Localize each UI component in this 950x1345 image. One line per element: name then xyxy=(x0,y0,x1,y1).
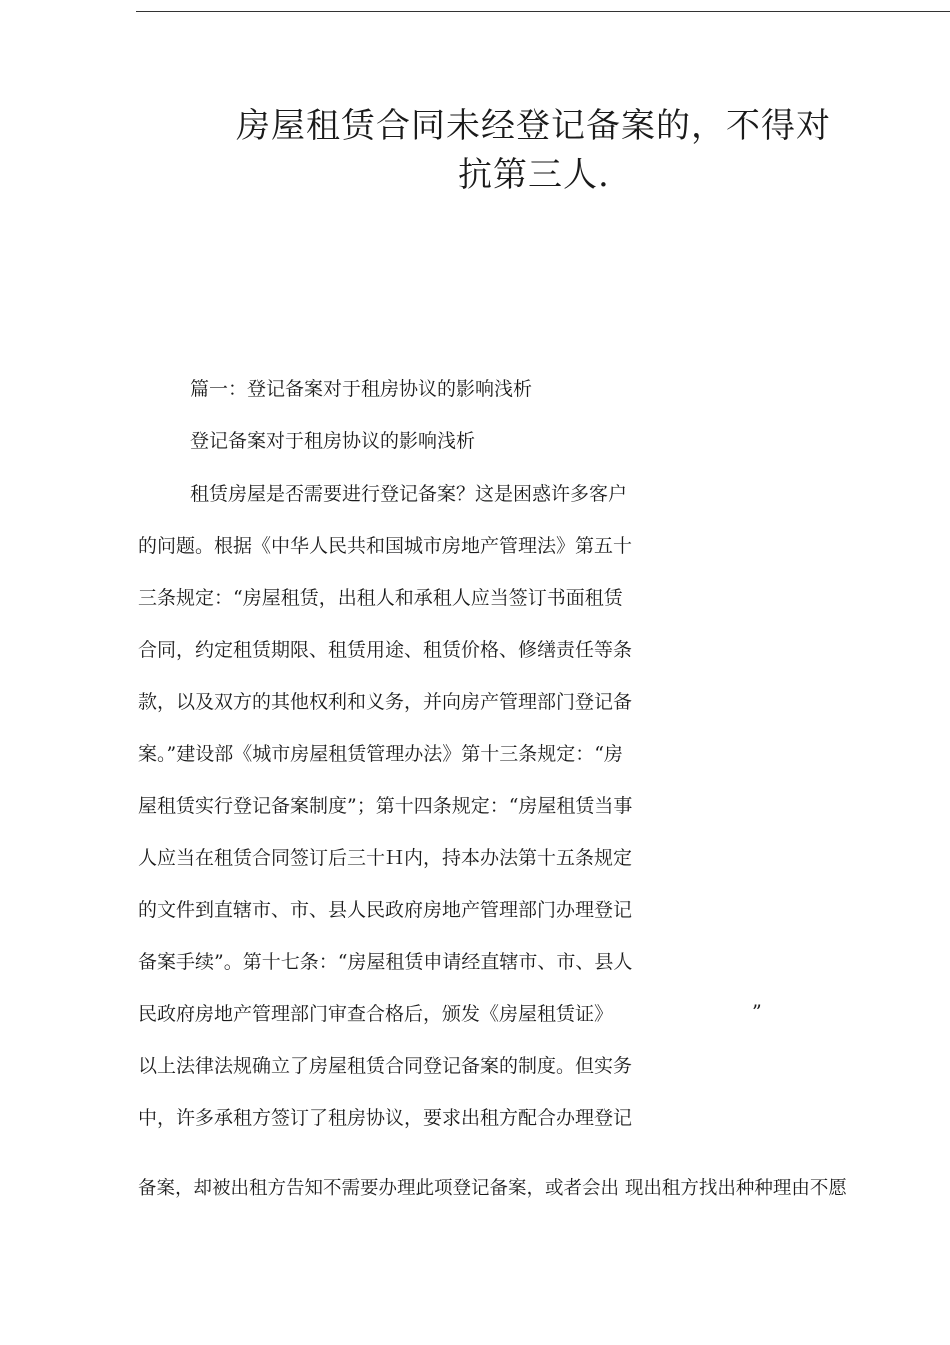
section-heading: 篇一：登记备案对于租房协议的影响浅析 xyxy=(190,378,533,400)
paragraph-line: 屋租赁实行登记备案制度”；第十四条规定：“房屋租赁当事 xyxy=(138,795,633,817)
paragraph-line: 备案手续”。第十七条：“房屋租赁申请经直辖市、市、县人 xyxy=(138,951,633,973)
closing-quote-mark: ” xyxy=(752,1001,762,1023)
paragraph-line: 合同，约定租赁期限、租赁用途、租赁价格、修缮责任等条 xyxy=(138,639,633,661)
paragraph-line: 中，许多承租方签订了租房协议，要求出租方配合办理登记 xyxy=(138,1107,633,1129)
paragraph-line: 的文件到直辖市、市、县人民政府房地产管理部门办理登记 xyxy=(138,899,633,921)
article-subtitle: 登记备案对于租房协议的影响浅析 xyxy=(190,430,476,452)
top-rule xyxy=(136,11,950,12)
paragraph-line: 案。”建设部《城市房屋租赁管理办法》第十三条规定：“房 xyxy=(138,743,623,765)
document-title-line-2: 抗第三人. xyxy=(458,155,610,195)
paragraph-line: 款，以及双方的其他权利和义务，并向房产管理部门登记备 xyxy=(138,691,633,713)
paragraph-line: 备案，却被出租方告知不需要办理此项登记备案，或者会出 现出租方找出种种理由不愿 xyxy=(138,1178,847,1199)
document-title-line-1: 房屋租赁合同未经登记备案的，不得对 xyxy=(236,106,831,146)
paragraph-line: 租赁房屋是否需要进行登记备案？这是困惑许多客户 xyxy=(190,483,628,505)
paragraph-line: 民政府房地产管理部门审查合格后，颁发《房屋租赁证》 xyxy=(138,1003,614,1025)
paragraph-line: 三条规定：“房屋租赁，出租人和承租人应当签订书面租赁 xyxy=(138,587,623,609)
paragraph-line: 人应当在租赁合同签订后三十Ｈ内，持本办法第十五条规定 xyxy=(138,847,633,869)
paragraph-line: 的问题。根据《中华人民共和国城市房地产管理法》第五十 xyxy=(138,535,633,557)
paragraph-line: 以上法律法规确立了房屋租赁合同登记备案的制度。但实务 xyxy=(138,1055,633,1077)
